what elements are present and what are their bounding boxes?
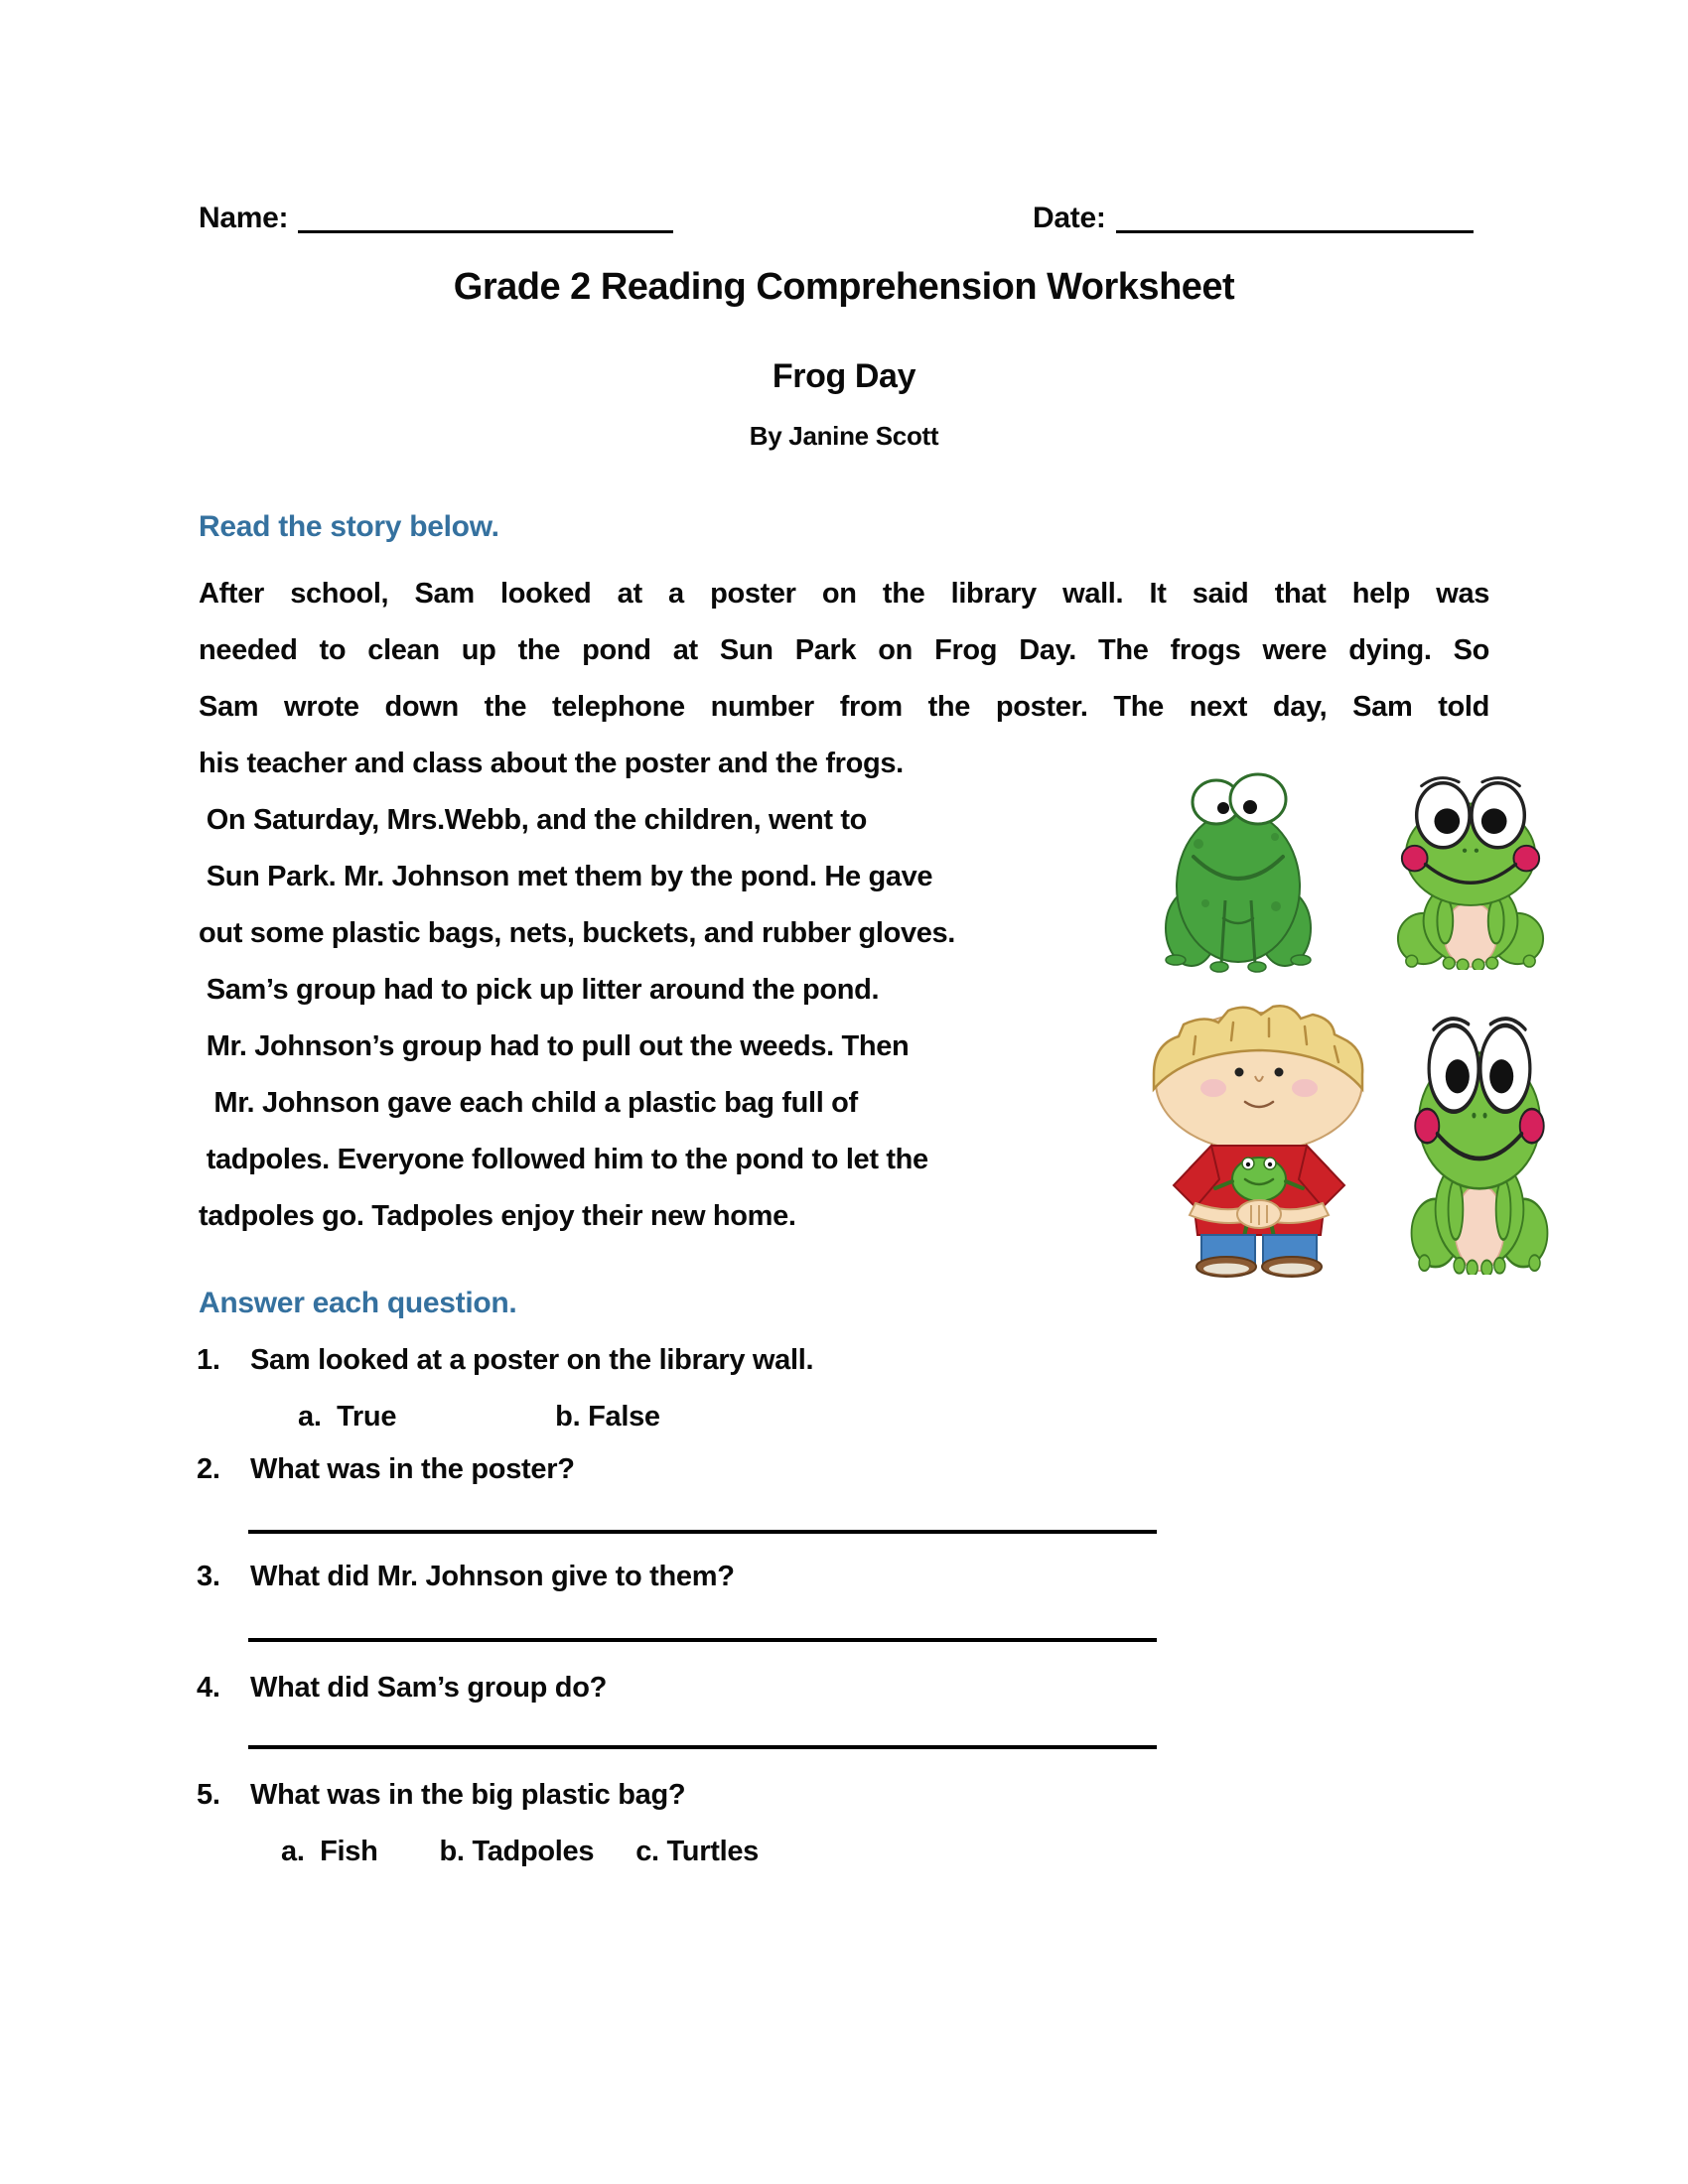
boy-holding-frog-clipart [1134, 975, 1384, 1278]
question-text: What was in the poster? [250, 1453, 575, 1485]
page-title: Grade 2 Reading Comprehension Worksheet [453, 266, 1235, 308]
answer-questions-heading: Answer each question. [199, 1287, 517, 1319]
question-text: What was in the big plastic bag? [250, 1779, 686, 1811]
story-title: Frog Day [772, 357, 916, 395]
read-story-heading: Read the story below. [199, 510, 499, 543]
name-label: Name: [199, 202, 289, 234]
question-text: Sam looked at a poster on the library wall. [250, 1344, 814, 1376]
story-line: tadpoles go. Tadpoles enjoy their new home. [199, 1200, 796, 1232]
option-true: a. True [298, 1401, 397, 1433]
answer-blank-line [248, 1638, 1157, 1642]
story-line: needed to clean up the pond at Sun Park on Frog Day. The frogs were dying. So [199, 634, 1489, 666]
date-blank-line [1116, 197, 1474, 233]
question-number: 5. [197, 1779, 220, 1811]
question-5-options [281, 1830, 759, 1873]
option-false: b. False [555, 1401, 660, 1433]
sitting-frog-clipart [1164, 769, 1313, 973]
question-1 [197, 1338, 813, 1382]
question-3 [197, 1555, 735, 1598]
option-fish: a. Fish [281, 1836, 378, 1867]
question-4 [197, 1666, 607, 1709]
byline: By Janine Scott [749, 421, 939, 451]
date-field [1033, 197, 1474, 235]
story-line: Sam wrote down the telephone number from the poster. The next day, Sam told [199, 691, 1489, 723]
question-number: 3. [197, 1561, 220, 1592]
story-line: On Saturday, Mrs.Webb, and the children, went to [199, 804, 868, 836]
option-turtles: c. Turtles [635, 1836, 759, 1867]
question-1-options [298, 1395, 660, 1438]
question-number: 4. [197, 1672, 220, 1704]
question-text: What did Mr. Johnson give to them? [250, 1561, 735, 1592]
question-text: What did Sam’s group do? [250, 1672, 608, 1704]
story-line: tadpoles. Everyone followed him to the pond to let the [199, 1144, 928, 1175]
option-tadpoles: b. Tadpoles [439, 1836, 595, 1867]
big-eyed-frog-clipart [1392, 764, 1549, 970]
question-5 [197, 1773, 685, 1817]
story-line: his teacher and class about the poster and the frogs. [199, 748, 904, 779]
story-line: Mr. Johnson’s group had to pull out the weeds. Then [199, 1030, 910, 1062]
answer-blank-line [248, 1530, 1157, 1534]
story-line: Mr. Johnson gave each child a plastic bag full of [199, 1087, 858, 1119]
question-number: 2. [197, 1453, 220, 1485]
big-eyed-frog-clipart [1406, 1001, 1553, 1275]
name-field [199, 197, 673, 235]
story-line: out some plastic bags, nets, buckets, and rubber gloves. [199, 917, 955, 949]
story-line: Sam’s group had to pick up litter around the pond. [199, 974, 880, 1006]
question-2 [197, 1447, 575, 1491]
question-number: 1. [197, 1344, 220, 1376]
story-line: Sun Park. Mr. Johnson met them by the pond. He gave [199, 861, 933, 892]
name-blank-line [298, 197, 673, 233]
answer-blank-line [248, 1745, 1157, 1749]
date-label: Date: [1033, 202, 1106, 234]
story-line: After school, Sam looked at a poster on the library wall. It said that help was [199, 578, 1489, 610]
